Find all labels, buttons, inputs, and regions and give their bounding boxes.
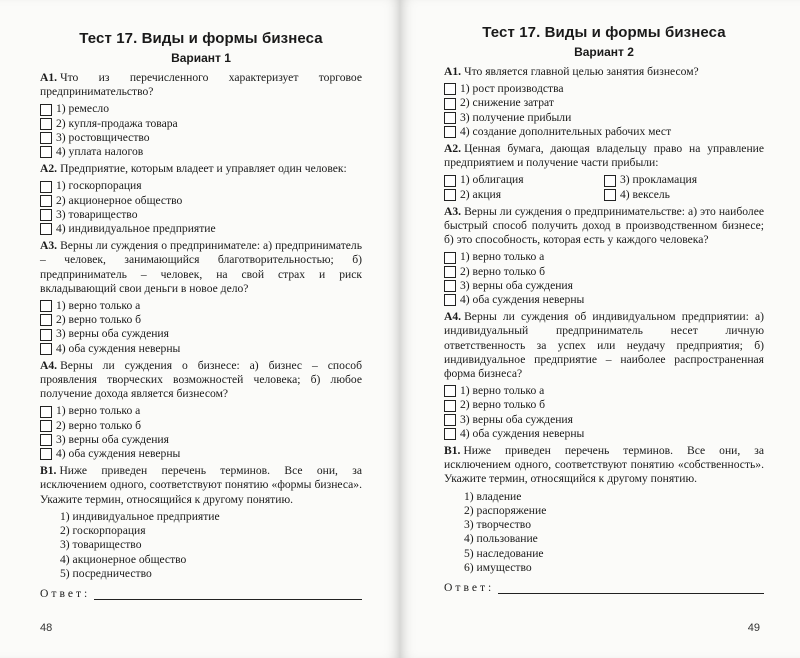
question-text: Ниже приведен перечень терминов. Все они, за исключением одного, соответствуют понятию «формы бизнеса». Укажите термин, относящийся к другому понятию.: [40, 464, 362, 506]
question-a3: [444, 205, 764, 248]
checkbox[interactable]: [40, 406, 52, 418]
option[interactable]: [40, 313, 362, 327]
option[interactable]: [40, 179, 362, 193]
left-page-content: [40, 30, 362, 600]
option-label: 2) снижение затрат: [460, 96, 554, 110]
options-a1: [444, 82, 764, 139]
question-a2: [444, 142, 764, 170]
checkbox[interactable]: [444, 112, 456, 124]
option[interactable]: [444, 384, 764, 398]
option[interactable]: [444, 82, 764, 96]
checkbox[interactable]: [40, 300, 52, 312]
option-label: 4) уплата налогов: [56, 145, 144, 159]
question-text: Что из перечисленного характеризует торговое предпринимательство?: [40, 71, 362, 99]
checkbox[interactable]: [40, 104, 52, 116]
checkbox[interactable]: [444, 385, 456, 397]
question-text: Верны ли суждения о бизнесе: а) бизнес – способ проявления творческих возможностей человека; б) любое получение дохода является бизнесом?: [40, 358, 362, 401]
option-label: 3) верны оба суждения: [460, 278, 573, 292]
option[interactable]: [40, 404, 362, 418]
option-label: 3) прокламация: [620, 173, 698, 187]
checkbox[interactable]: [40, 146, 52, 158]
checkbox[interactable]: [40, 343, 52, 355]
right-page-content: [444, 24, 764, 594]
option-label: 2) верно только б: [56, 418, 142, 432]
checkbox[interactable]: [40, 329, 52, 341]
question-b1: [40, 464, 362, 507]
term-item: 2) распоряжение: [464, 503, 547, 517]
option-label: 2) верно только б: [460, 264, 546, 278]
option-label: 1) ремесло: [56, 102, 109, 116]
option[interactable]: [40, 117, 362, 131]
question-number: А4.: [444, 310, 462, 324]
option-label: 2) акция: [460, 187, 502, 201]
option[interactable]: [40, 208, 362, 222]
option[interactable]: [444, 265, 764, 279]
question-a2: [40, 162, 362, 176]
option[interactable]: [40, 447, 362, 461]
option[interactable]: [40, 222, 362, 236]
option-label: 4) индивидуальное предприятие: [56, 222, 216, 236]
checkbox[interactable]: [444, 175, 456, 187]
options-a4: [40, 404, 362, 461]
term-item: 1) индивидуальное предприятие: [60, 509, 220, 523]
page-number: 49: [747, 622, 760, 634]
term-list: [60, 510, 362, 581]
term-item: 5) наследование: [464, 546, 544, 560]
checkbox[interactable]: [444, 266, 456, 278]
options-a2: [40, 179, 362, 236]
checkbox[interactable]: [604, 189, 616, 201]
question-number: В1.: [444, 444, 461, 458]
variant-heading: Вариант 2: [574, 45, 634, 59]
options-a3: [40, 299, 362, 356]
option[interactable]: [444, 413, 764, 427]
answer-line[interactable]: [498, 583, 764, 594]
variant-heading: Вариант 1: [171, 51, 231, 65]
answer-line[interactable]: [94, 589, 362, 600]
option[interactable]: [604, 188, 764, 202]
checkbox[interactable]: [40, 132, 52, 144]
option[interactable]: [604, 173, 764, 187]
option-label: 1) верно только а: [56, 299, 141, 313]
test-title: Тест 17. Виды и формы бизнеса: [79, 30, 323, 47]
option-label: 1) рост производства: [460, 82, 564, 96]
question-a1: [444, 65, 764, 79]
checkbox[interactable]: [444, 428, 456, 440]
question-number: А2.: [444, 142, 462, 156]
option[interactable]: [444, 279, 764, 293]
checkbox[interactable]: [444, 126, 456, 138]
option-label: 3) верны оба суждения: [56, 432, 169, 446]
term-item: 3) творчество: [464, 518, 531, 532]
question-text: Верны ли суждения об индивидуальном предприятии: а) индивидуальный предприниматель несет личную ответственность за успех или неудачу предприятия; б) индивидуальное предприятие – наиболее распространенная форма бизнеса?: [444, 310, 764, 381]
option-label: 2) верно только б: [460, 398, 546, 412]
term-item: 5) посредничество: [60, 566, 152, 580]
question-number: В1.: [40, 464, 57, 478]
answer-label: Ответ:: [444, 580, 495, 594]
option-label: 4) вексель: [620, 187, 670, 201]
checkbox[interactable]: [444, 189, 456, 201]
options-a3: [444, 250, 764, 307]
checkbox[interactable]: [444, 400, 456, 412]
question-b1: [444, 444, 764, 487]
question-a4: [444, 310, 764, 381]
option-label: 1) облигация: [460, 173, 524, 187]
option[interactable]: [444, 173, 604, 187]
checkbox[interactable]: [40, 118, 52, 130]
option-label: 2) акционерное общество: [56, 193, 183, 207]
term-list: [464, 490, 764, 575]
checkbox[interactable]: [40, 420, 52, 432]
checkbox[interactable]: [444, 98, 456, 110]
term-item: 2) госкорпорация: [60, 524, 146, 538]
option-label: 4) создание дополнительных рабочих мест: [460, 124, 672, 138]
question-number: А3.: [40, 239, 58, 253]
option-label: 1) верно только а: [460, 384, 545, 398]
option-label: 1) верно только а: [460, 250, 545, 264]
test-title: Тест 17. Виды и формы бизнеса: [482, 24, 726, 41]
checkbox[interactable]: [604, 175, 616, 187]
option[interactable]: [40, 419, 362, 433]
option-label: 3) верны оба суждения: [56, 327, 169, 341]
option[interactable]: [444, 293, 764, 307]
term-item: 4) пользование: [464, 532, 538, 546]
option[interactable]: [40, 299, 362, 313]
option-label: 1) верно только а: [56, 404, 141, 418]
option-label: 3) получение прибыли: [460, 110, 572, 124]
question-a4: [40, 359, 362, 402]
option[interactable]: [444, 111, 764, 125]
right-page: [400, 0, 800, 658]
checkbox[interactable]: [444, 280, 456, 292]
checkbox[interactable]: [40, 448, 52, 460]
question-a1: [40, 71, 362, 99]
checkbox[interactable]: [40, 223, 52, 235]
option-label: 2) купля-продажа товара: [56, 116, 178, 130]
option-label: 3) товарищество: [56, 207, 138, 221]
question-number: А4.: [40, 358, 58, 372]
option-label: 4) оба суждения неверны: [460, 293, 585, 307]
term-item: 1) владение: [464, 489, 522, 503]
option-label: 4) оба суждения неверны: [460, 426, 585, 440]
checkbox[interactable]: [40, 181, 52, 193]
question-number: А1.: [444, 65, 462, 78]
options-a1: [40, 102, 362, 159]
option[interactable]: [444, 427, 764, 441]
option[interactable]: [444, 188, 604, 202]
checkbox[interactable]: [40, 209, 52, 221]
option[interactable]: [444, 96, 764, 110]
options-a2: [444, 173, 764, 201]
option-label: 3) ростовщичество: [56, 130, 150, 144]
question-a3: [40, 239, 362, 296]
question-text: Что является главной целью занятия бизнесом?: [464, 65, 699, 78]
option-label: 4) оба суждения неверны: [56, 447, 181, 461]
option-label: 2) верно только б: [56, 313, 142, 327]
question-text: Верны ли суждения о предпринимателе: а) предприниматель – человек, занимающийся благотворительностью; б) предприниматель – человек, на свой страх и риск вкладывающий свои деньги в новое дело?: [40, 239, 362, 295]
option[interactable]: [40, 327, 362, 341]
checkbox[interactable]: [444, 252, 456, 264]
checkbox[interactable]: [444, 294, 456, 306]
checkbox[interactable]: [40, 314, 52, 326]
option[interactable]: [40, 131, 362, 145]
checkbox[interactable]: [444, 414, 456, 426]
option[interactable]: [40, 145, 362, 159]
question-text: Верны ли суждения о предпринимательстве: а) это наиболее быстрый способ получить доход в производственном бизнесе; б) это способность, которая есть у каждого человека?: [444, 204, 764, 247]
term-item: 4) акционерное общество: [60, 552, 187, 566]
option-label: 1) госкорпорация: [56, 179, 142, 193]
page-number: 48: [40, 622, 53, 634]
option-label: 4) оба суждения неверны: [56, 341, 181, 355]
checkbox[interactable]: [40, 195, 52, 207]
option[interactable]: [444, 125, 764, 139]
answer-row: [444, 581, 764, 594]
option[interactable]: [40, 102, 362, 116]
term-item: 6) имущество: [464, 560, 532, 574]
checkbox[interactable]: [40, 434, 52, 446]
option[interactable]: [40, 433, 362, 447]
option-label: 3) верны оба суждения: [460, 412, 573, 426]
checkbox[interactable]: [444, 83, 456, 95]
question-text: Предприятие, которым владеет и управляет один человек:: [60, 162, 347, 176]
answer-row: [40, 587, 362, 600]
question-text: Ниже приведен перечень терминов. Все они, за исключением одного, соответствуют понятию «собственность». Укажите термин, относящийся к другому понятию.: [444, 444, 764, 486]
question-number: А1.: [40, 71, 58, 84]
answer-label: Ответ:: [40, 586, 91, 600]
option[interactable]: [40, 194, 362, 208]
term-item: 3) товарищество: [60, 538, 142, 552]
options-a4: [444, 384, 764, 441]
question-number: А3.: [444, 204, 462, 218]
option[interactable]: [444, 398, 764, 412]
question-number: А2.: [40, 162, 58, 176]
question-text: Ценная бумага, дающая владельцу право на управление предприятием и получение части прибыли:: [444, 142, 764, 170]
option[interactable]: [444, 250, 764, 264]
option[interactable]: [40, 342, 362, 356]
